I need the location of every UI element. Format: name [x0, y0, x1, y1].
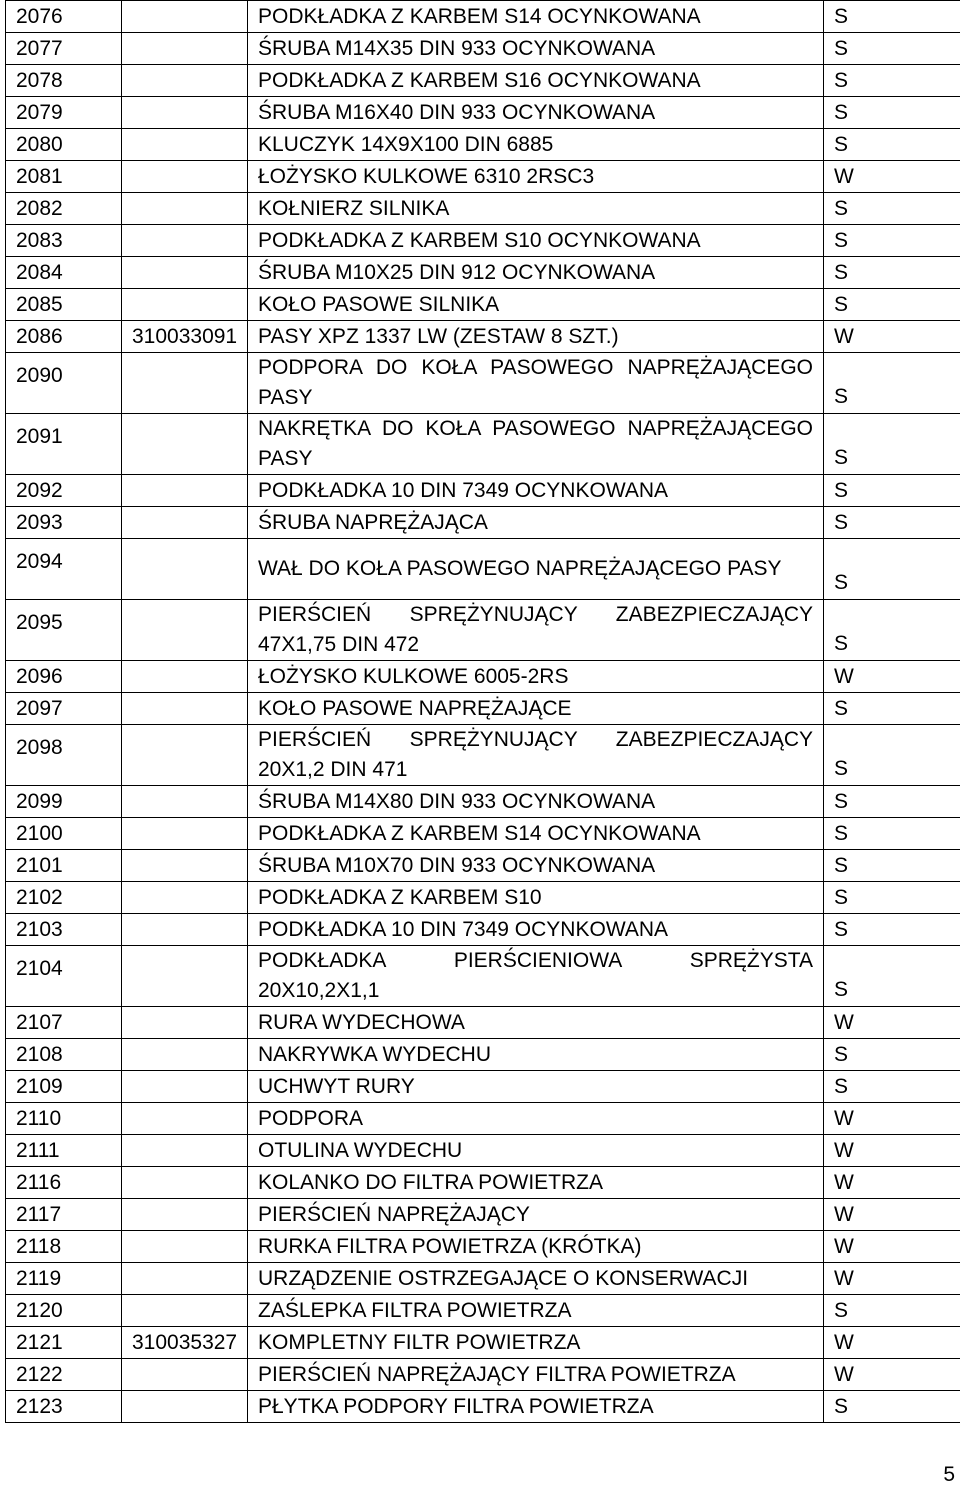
part-name-cell: ŚRUBA M14X80 DIN 933 OCYNKOWANA — [248, 786, 824, 818]
part-name-text: PODPORA DO KOŁA PASOWEGO NAPRĘŻAJĄCEGO PASY — [258, 356, 813, 409]
part-name-cell: PIERŚCIEŃ NAPRĘŻAJĄCY FILTRA POWIETRZA — [248, 1359, 824, 1391]
part-name-cell: UCHWYT RURY — [248, 1071, 824, 1103]
part-type-cell: W — [824, 1359, 960, 1391]
part-name-cell: URZĄDZENIE OSTRZEGAJĄCE O KONSERWACJI — [248, 1263, 824, 1295]
table-row — [6, 1007, 960, 1039]
part-number-cell: 2078 — [6, 65, 122, 97]
part-number-cell: 2084 — [6, 257, 122, 289]
part-type-cell: S — [824, 475, 960, 507]
catalog-code-cell: 310033091 — [122, 321, 248, 353]
catalog-code-cell — [122, 193, 248, 225]
table-row — [6, 1167, 960, 1199]
part-name-cell: KOLANKO DO FILTRA POWIETRZA — [248, 1167, 824, 1199]
part-type-cell: W — [824, 1199, 960, 1231]
part-number-cell: 2098 — [6, 725, 122, 786]
table-row — [6, 1135, 960, 1167]
table-row — [6, 914, 960, 946]
table-row — [6, 321, 960, 353]
part-type-cell: S — [824, 818, 960, 850]
part-number-cell: 2082 — [6, 193, 122, 225]
page-number: 5 — [943, 1463, 955, 1486]
part-number-cell: 2097 — [6, 693, 122, 725]
part-type-cell: S — [824, 600, 960, 661]
part-number-cell: 2109 — [6, 1071, 122, 1103]
part-name-cell — [248, 946, 824, 1007]
catalog-code-cell — [122, 725, 248, 786]
parts-table-body — [6, 1, 960, 1423]
part-number-cell: 2094 — [6, 539, 122, 600]
part-type-cell: W — [824, 1135, 960, 1167]
part-type-cell: W — [824, 1263, 960, 1295]
part-type-cell: S — [824, 507, 960, 539]
part-number-cell: 2080 — [6, 129, 122, 161]
part-type-cell: S — [824, 946, 960, 1007]
catalog-code-cell — [122, 1359, 248, 1391]
part-name-cell: NAKRYWKA WYDECHU — [248, 1039, 824, 1071]
part-type-cell: S — [824, 65, 960, 97]
part-name-cell — [248, 539, 824, 600]
catalog-code-cell — [122, 661, 248, 693]
part-type-cell: S — [824, 1039, 960, 1071]
catalog-code-cell — [122, 507, 248, 539]
part-name-cell: ŁOŻYSKO KULKOWE 6005-2RS — [248, 661, 824, 693]
part-type-cell: S — [824, 882, 960, 914]
part-type-cell: S — [824, 1295, 960, 1327]
part-name-cell: ŚRUBA M14X35 DIN 933 OCYNKOWANA — [248, 33, 824, 65]
catalog-code-cell — [122, 786, 248, 818]
part-name-cell — [248, 414, 824, 475]
part-number-cell: 2083 — [6, 225, 122, 257]
part-name-cell — [248, 353, 824, 414]
part-number-cell: 2086 — [6, 321, 122, 353]
table-row — [6, 257, 960, 289]
catalog-code-cell — [122, 914, 248, 946]
part-number-cell: 2096 — [6, 661, 122, 693]
part-name-cell: PODKŁADKA Z KARBEM S14 OCYNKOWANA — [248, 1, 824, 33]
table-row — [6, 882, 960, 914]
part-name-cell: PODKŁADKA Z KARBEM S16 OCYNKOWANA — [248, 65, 824, 97]
part-type-cell: S — [824, 129, 960, 161]
part-type-cell: W — [824, 1167, 960, 1199]
table-row — [6, 1103, 960, 1135]
part-name-cell: ZAŚLEPKA FILTRA POWIETRZA — [248, 1295, 824, 1327]
part-type-cell: W — [824, 1231, 960, 1263]
part-type-cell: S — [824, 914, 960, 946]
part-name-cell: KOŁO PASOWE SILNIKA — [248, 289, 824, 321]
part-number-cell: 2117 — [6, 1199, 122, 1231]
part-number-cell: 2121 — [6, 1327, 122, 1359]
catalog-code-cell — [122, 33, 248, 65]
catalog-code-cell — [122, 475, 248, 507]
catalog-code-cell — [122, 1, 248, 33]
catalog-code-cell — [122, 65, 248, 97]
part-type-cell: S — [824, 693, 960, 725]
table-row — [6, 1263, 960, 1295]
part-type-cell: S — [824, 414, 960, 475]
part-number-cell: 2092 — [6, 475, 122, 507]
catalog-code-cell — [122, 539, 248, 600]
part-name-text: PODKŁADKA PIERŚCIENIOWA SPRĘŻYSTA 20X10,2X1,1 — [258, 949, 813, 1002]
part-type-cell: S — [824, 725, 960, 786]
part-type-cell: S — [824, 257, 960, 289]
catalog-code-cell — [122, 1071, 248, 1103]
part-name-cell: RURA WYDECHOWA — [248, 1007, 824, 1039]
part-type-cell: W — [824, 1327, 960, 1359]
part-name-cell: PODKŁADKA Z KARBEM S14 OCYNKOWANA — [248, 818, 824, 850]
catalog-code-cell — [122, 946, 248, 1007]
catalog-code-cell — [122, 225, 248, 257]
part-name-cell: KOMPLETNY FILTR POWIETRZA — [248, 1327, 824, 1359]
parts-table — [5, 0, 960, 1423]
catalog-code-cell — [122, 882, 248, 914]
part-name-cell: PŁYTKA PODPORY FILTRA POWIETRZA — [248, 1391, 824, 1423]
table-row — [6, 414, 960, 475]
catalog-code-cell — [122, 1007, 248, 1039]
part-name-text: NAKRĘTKA DO KOŁA PASOWEGO NAPRĘŻAJĄCEGO PASY — [258, 417, 813, 470]
part-number-cell: 2123 — [6, 1391, 122, 1423]
part-type-cell: W — [824, 661, 960, 693]
part-type-cell: W — [824, 321, 960, 353]
table-row — [6, 1327, 960, 1359]
part-name-cell: PIERŚCIEŃ NAPRĘŻAJĄCY — [248, 1199, 824, 1231]
part-type-cell: W — [824, 161, 960, 193]
catalog-code-cell — [122, 1199, 248, 1231]
table-row — [6, 1, 960, 33]
table-row — [6, 129, 960, 161]
catalog-code-cell — [122, 1039, 248, 1071]
table-row — [6, 600, 960, 661]
table-row — [6, 475, 960, 507]
part-name-cell: RURKA FILTRA POWIETRZA (KRÓTKA) — [248, 1231, 824, 1263]
part-number-cell: 2090 — [6, 353, 122, 414]
part-name-text: WAŁ DO KOŁA PASOWEGO NAPRĘŻAJĄCEGO PASY — [258, 557, 782, 580]
table-row — [6, 1039, 960, 1071]
catalog-code-cell — [122, 257, 248, 289]
table-row — [6, 65, 960, 97]
part-type-cell: S — [824, 289, 960, 321]
catalog-code-cell — [122, 161, 248, 193]
part-number-cell: 2118 — [6, 1231, 122, 1263]
table-row — [6, 97, 960, 129]
part-type-cell: W — [824, 1007, 960, 1039]
table-row — [6, 289, 960, 321]
part-type-cell: S — [824, 33, 960, 65]
catalog-code-cell — [122, 1167, 248, 1199]
catalog-code-cell — [122, 353, 248, 414]
table-row — [6, 193, 960, 225]
part-name-cell: PODKŁADKA 10 DIN 7349 OCYNKOWANA — [248, 475, 824, 507]
part-number-cell: 2085 — [6, 289, 122, 321]
catalog-code-cell — [122, 1103, 248, 1135]
part-number-cell: 2108 — [6, 1039, 122, 1071]
catalog-code-cell — [122, 818, 248, 850]
table-row — [6, 946, 960, 1007]
table-row — [6, 1359, 960, 1391]
table-row — [6, 1071, 960, 1103]
table-row — [6, 225, 960, 257]
part-type-cell: S — [824, 1, 960, 33]
part-name-cell: ŚRUBA M16X40 DIN 933 OCYNKOWANA — [248, 97, 824, 129]
catalog-code-cell — [122, 600, 248, 661]
part-name-cell — [248, 600, 824, 661]
part-name-text: PIERŚCIEŃ SPRĘŻYNUJĄCY ZABEZPIECZAJĄCY 47X1,75 DIN 472 — [258, 603, 813, 656]
part-number-cell: 2104 — [6, 946, 122, 1007]
part-name-text: PIERŚCIEŃ SPRĘŻYNUJĄCY ZABEZPIECZAJĄCY 20X1,2 DIN 471 — [258, 728, 813, 781]
part-name-cell: KLUCZYK 14X9X100 DIN 6885 — [248, 129, 824, 161]
catalog-code-cell — [122, 414, 248, 475]
table-row — [6, 818, 960, 850]
part-name-cell — [248, 725, 824, 786]
part-number-cell: 2103 — [6, 914, 122, 946]
part-type-cell: S — [824, 193, 960, 225]
part-name-cell: ŚRUBA M10X25 DIN 912 OCYNKOWANA — [248, 257, 824, 289]
catalog-code-cell: 310035327 — [122, 1327, 248, 1359]
table-row — [6, 786, 960, 818]
part-name-cell: OTULINA WYDECHU — [248, 1135, 824, 1167]
part-number-cell: 2076 — [6, 1, 122, 33]
part-number-cell: 2116 — [6, 1167, 122, 1199]
table-row — [6, 539, 960, 600]
part-type-cell: S — [824, 97, 960, 129]
catalog-code-cell — [122, 850, 248, 882]
part-name-cell: PODKŁADKA Z KARBEM S10 OCYNKOWANA — [248, 225, 824, 257]
catalog-code-cell — [122, 1391, 248, 1423]
part-number-cell: 2100 — [6, 818, 122, 850]
table-row — [6, 850, 960, 882]
part-number-cell: 2093 — [6, 507, 122, 539]
part-number-cell: 2079 — [6, 97, 122, 129]
part-name-cell: ŚRUBA NAPRĘŻAJĄCA — [248, 507, 824, 539]
catalog-code-cell — [122, 693, 248, 725]
part-type-cell: S — [824, 353, 960, 414]
part-name-cell: ŚRUBA M10X70 DIN 933 OCYNKOWANA — [248, 850, 824, 882]
part-number-cell: 2120 — [6, 1295, 122, 1327]
table-row — [6, 661, 960, 693]
part-number-cell: 2111 — [6, 1135, 122, 1167]
part-name-cell: PASY XPZ 1337 LW (ZESTAW 8 SZT.) — [248, 321, 824, 353]
part-name-cell: ŁOŻYSKO KULKOWE 6310 2RSC3 — [248, 161, 824, 193]
table-row — [6, 1295, 960, 1327]
part-name-cell: KOŁO PASOWE NAPRĘŻAJĄCE — [248, 693, 824, 725]
part-type-cell: S — [824, 850, 960, 882]
part-number-cell: 2119 — [6, 1263, 122, 1295]
table-row — [6, 161, 960, 193]
part-type-cell: S — [824, 539, 960, 600]
part-number-cell: 2107 — [6, 1007, 122, 1039]
part-name-cell: KOŁNIERZ SILNIKA — [248, 193, 824, 225]
table-row — [6, 725, 960, 786]
table-row — [6, 507, 960, 539]
part-type-cell: S — [824, 225, 960, 257]
catalog-code-cell — [122, 1295, 248, 1327]
part-number-cell: 2081 — [6, 161, 122, 193]
part-name-cell: PODKŁADKA 10 DIN 7349 OCYNKOWANA — [248, 914, 824, 946]
part-number-cell: 2099 — [6, 786, 122, 818]
catalog-code-cell — [122, 289, 248, 321]
catalog-code-cell — [122, 1231, 248, 1263]
catalog-code-cell — [122, 97, 248, 129]
part-number-cell: 2110 — [6, 1103, 122, 1135]
part-number-cell: 2091 — [6, 414, 122, 475]
part-number-cell: 2102 — [6, 882, 122, 914]
table-row — [6, 1391, 960, 1423]
part-name-cell: PODPORA — [248, 1103, 824, 1135]
table-row — [6, 33, 960, 65]
catalog-code-cell — [122, 1135, 248, 1167]
part-type-cell: S — [824, 1071, 960, 1103]
part-number-cell: 2095 — [6, 600, 122, 661]
part-type-cell: S — [824, 1391, 960, 1423]
table-row — [6, 353, 960, 414]
catalog-code-cell — [122, 1263, 248, 1295]
table-row — [6, 693, 960, 725]
part-name-cell: PODKŁADKA Z KARBEM S10 — [248, 882, 824, 914]
table-row — [6, 1231, 960, 1263]
catalog-code-cell — [122, 129, 248, 161]
part-number-cell: 2101 — [6, 850, 122, 882]
part-type-cell: W — [824, 1103, 960, 1135]
part-type-cell: S — [824, 786, 960, 818]
part-number-cell: 2077 — [6, 33, 122, 65]
table-row — [6, 1199, 960, 1231]
part-number-cell: 2122 — [6, 1359, 122, 1391]
